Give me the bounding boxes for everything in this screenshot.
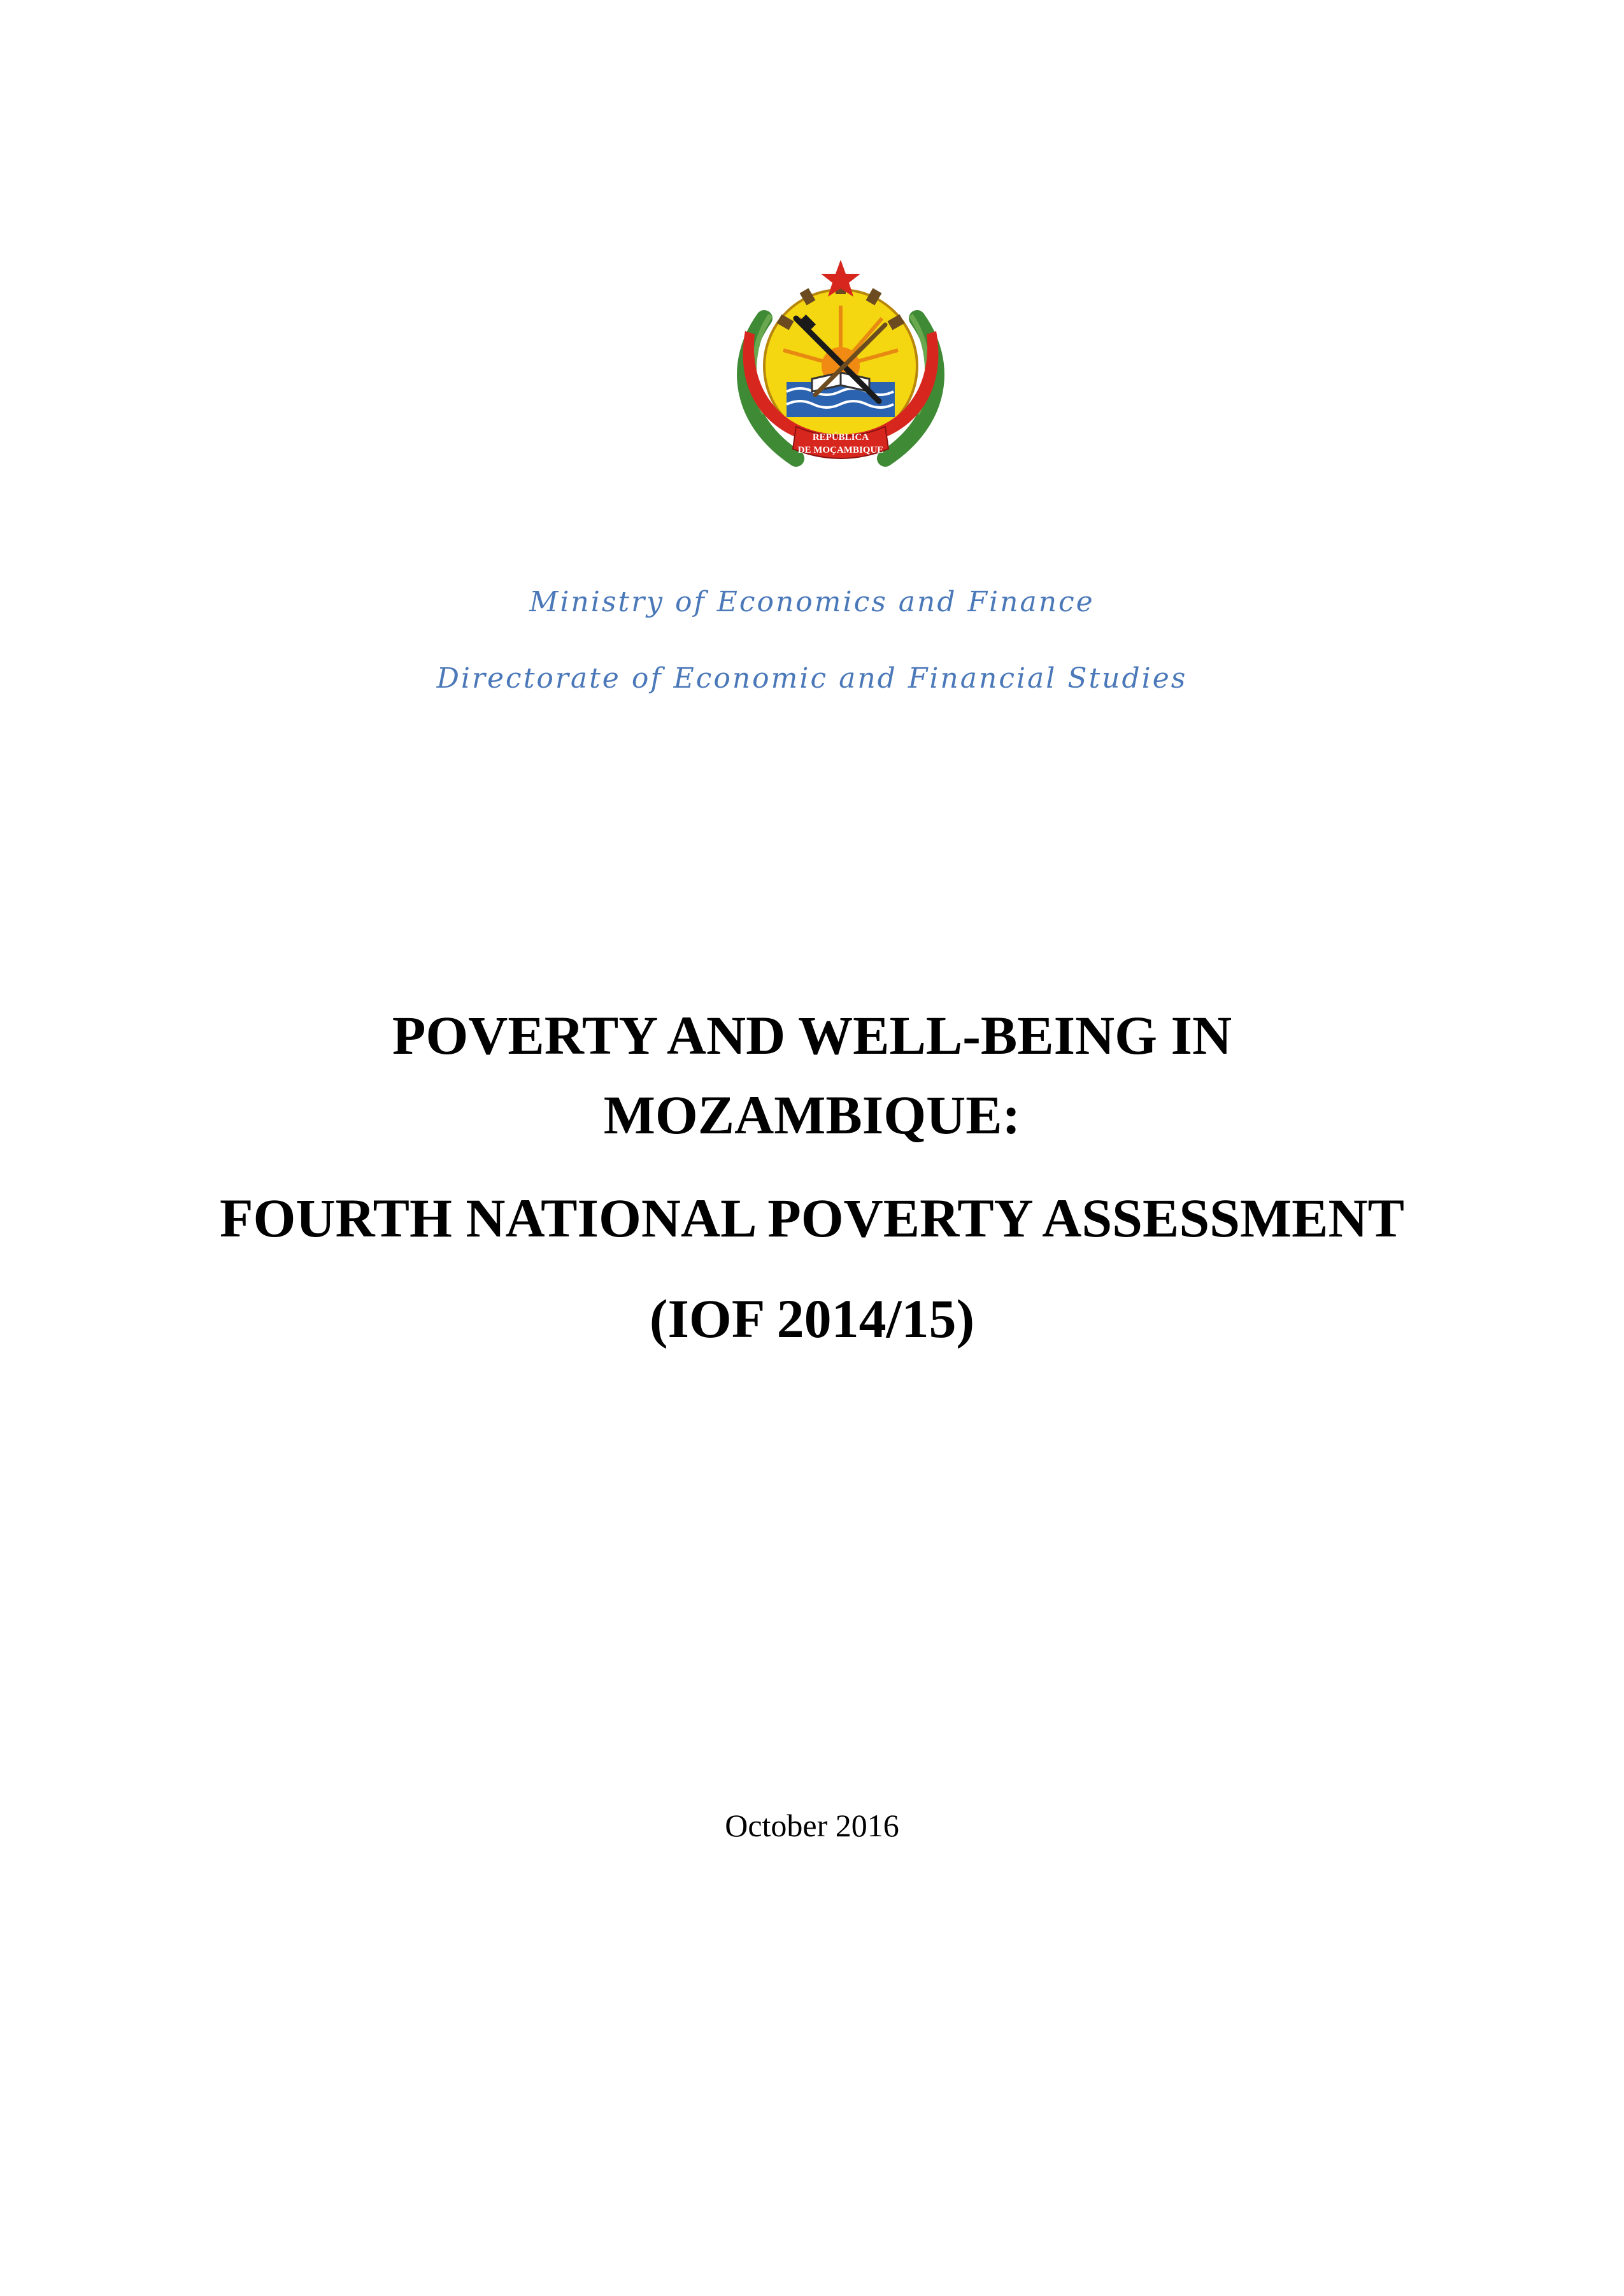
document-title-line-1: POVERTY AND WELL-BEING IN	[392, 1005, 1232, 1066]
directorate-name: Directorate of Economic and Financial Studies	[436, 662, 1188, 695]
ministry-name: Ministry of Economics and Finance	[529, 586, 1095, 618]
document-title-line-2: MOZAMBIQUE:	[603, 1084, 1021, 1145]
document-subtitle: FOURTH NATIONAL POVERTY ASSESSMENT	[219, 1187, 1405, 1249]
mozambique-coat-of-arms-icon	[726, 255, 955, 478]
publication-date: October 2016	[725, 1808, 899, 1843]
survey-reference: (IOF 2014/15)	[649, 1288, 975, 1349]
ribbon-text-line-2: DE MOÇAMBIQUE	[797, 445, 884, 455]
ribbon-text-line-1: REPÚBLICA	[812, 432, 869, 443]
coat-of-arms-emblem	[726, 255, 955, 478]
